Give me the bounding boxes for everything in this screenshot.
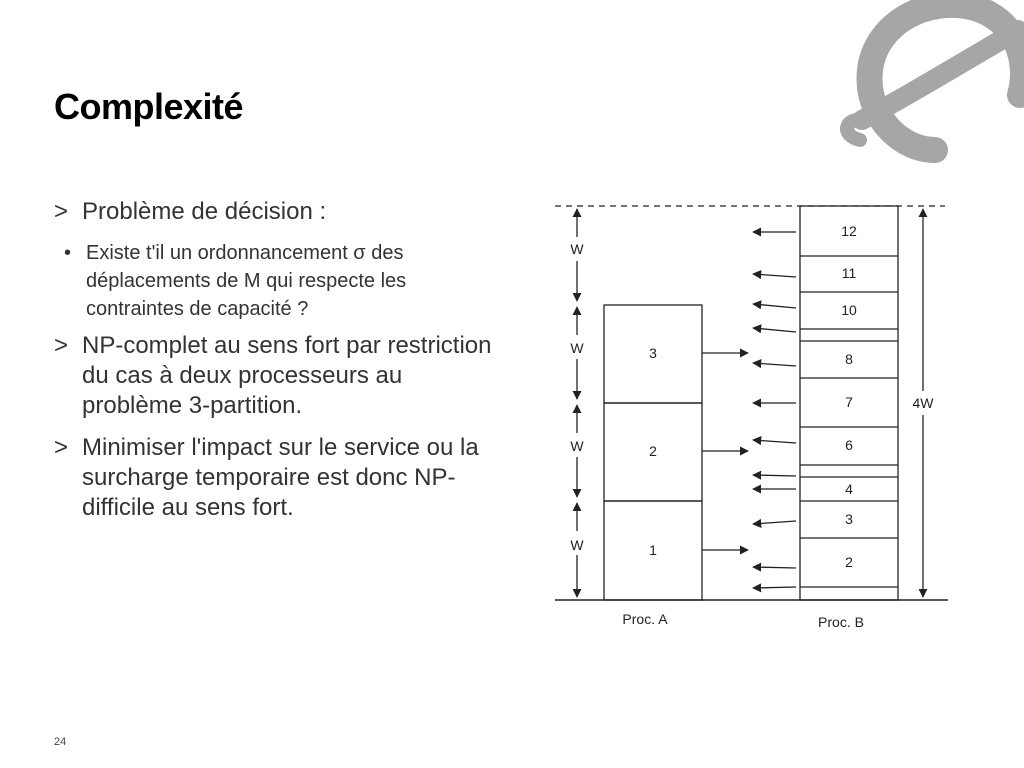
w-label: W: [570, 340, 584, 356]
bullet-list: [54, 197, 494, 535]
outgoing-arrow: [753, 587, 796, 588]
bullet-text: Problème de décision :: [82, 198, 327, 225]
bullet-item: [54, 197, 494, 227]
outgoing-arrow: [753, 363, 796, 366]
bullet-marker: >: [54, 332, 69, 359]
outgoing-arrow: [753, 475, 796, 476]
slide-title: Complexité: [54, 86, 244, 127]
sub-bullet-text: Existe t'il un ordonnancement σ des déplacements de M qui respecte les contraintes de capacité ?: [86, 242, 407, 320]
proc-b-block-label: 8: [845, 351, 853, 367]
scheduling-diagram: [550, 195, 960, 645]
outgoing-arrow: [753, 440, 796, 443]
proc-b-block-label: 3: [845, 511, 853, 527]
proc-b-block-label: 10: [841, 302, 857, 318]
bullet-text: Minimiser l'impact sur le service ou la surcharge temporaire est donc NP-difficile au sens fort.: [82, 434, 479, 521]
outgoing-arrow: [753, 274, 796, 277]
bullet-text: NP-complet au sens fort par restriction du cas à deux processeurs au problème 3-partition.: [82, 332, 492, 419]
sub-bullet-list: [54, 239, 494, 323]
proc-b-block-label: 6: [845, 437, 853, 453]
proc-b-block-label: 7: [845, 394, 853, 410]
proc-a-block-label: 3: [649, 345, 657, 361]
proc-b-block-label: 2: [845, 554, 853, 570]
proc-a-block-label: 2: [649, 443, 657, 459]
page-number: 24: [54, 736, 67, 748]
w-label: W: [570, 537, 584, 553]
proc-a-label: Proc. A: [622, 611, 668, 627]
outgoing-arrow: [753, 328, 796, 332]
proc-b-block-label: 4: [845, 481, 853, 497]
bullet-marker: >: [54, 434, 69, 461]
globe-logo-icon: [840, 0, 1024, 170]
outgoing-arrow: [753, 521, 796, 524]
sub-bullet-marker: •: [64, 242, 72, 264]
w-label: W: [570, 241, 584, 257]
proc-b-block-label: 12: [841, 223, 857, 239]
proc-a-block-label: 1: [649, 542, 657, 558]
outgoing-arrow: [753, 304, 796, 308]
bullet-marker: >: [54, 198, 69, 225]
bullet-item: [54, 433, 494, 523]
proc-b-block-label: 11: [841, 265, 857, 281]
proc-b-label: Proc. B: [818, 614, 864, 630]
bullet-item: [54, 331, 494, 421]
w-label: W: [570, 438, 584, 454]
outgoing-arrow: [753, 567, 796, 568]
sub-bullet-item: [54, 239, 494, 323]
total-label: 4W: [912, 395, 934, 411]
